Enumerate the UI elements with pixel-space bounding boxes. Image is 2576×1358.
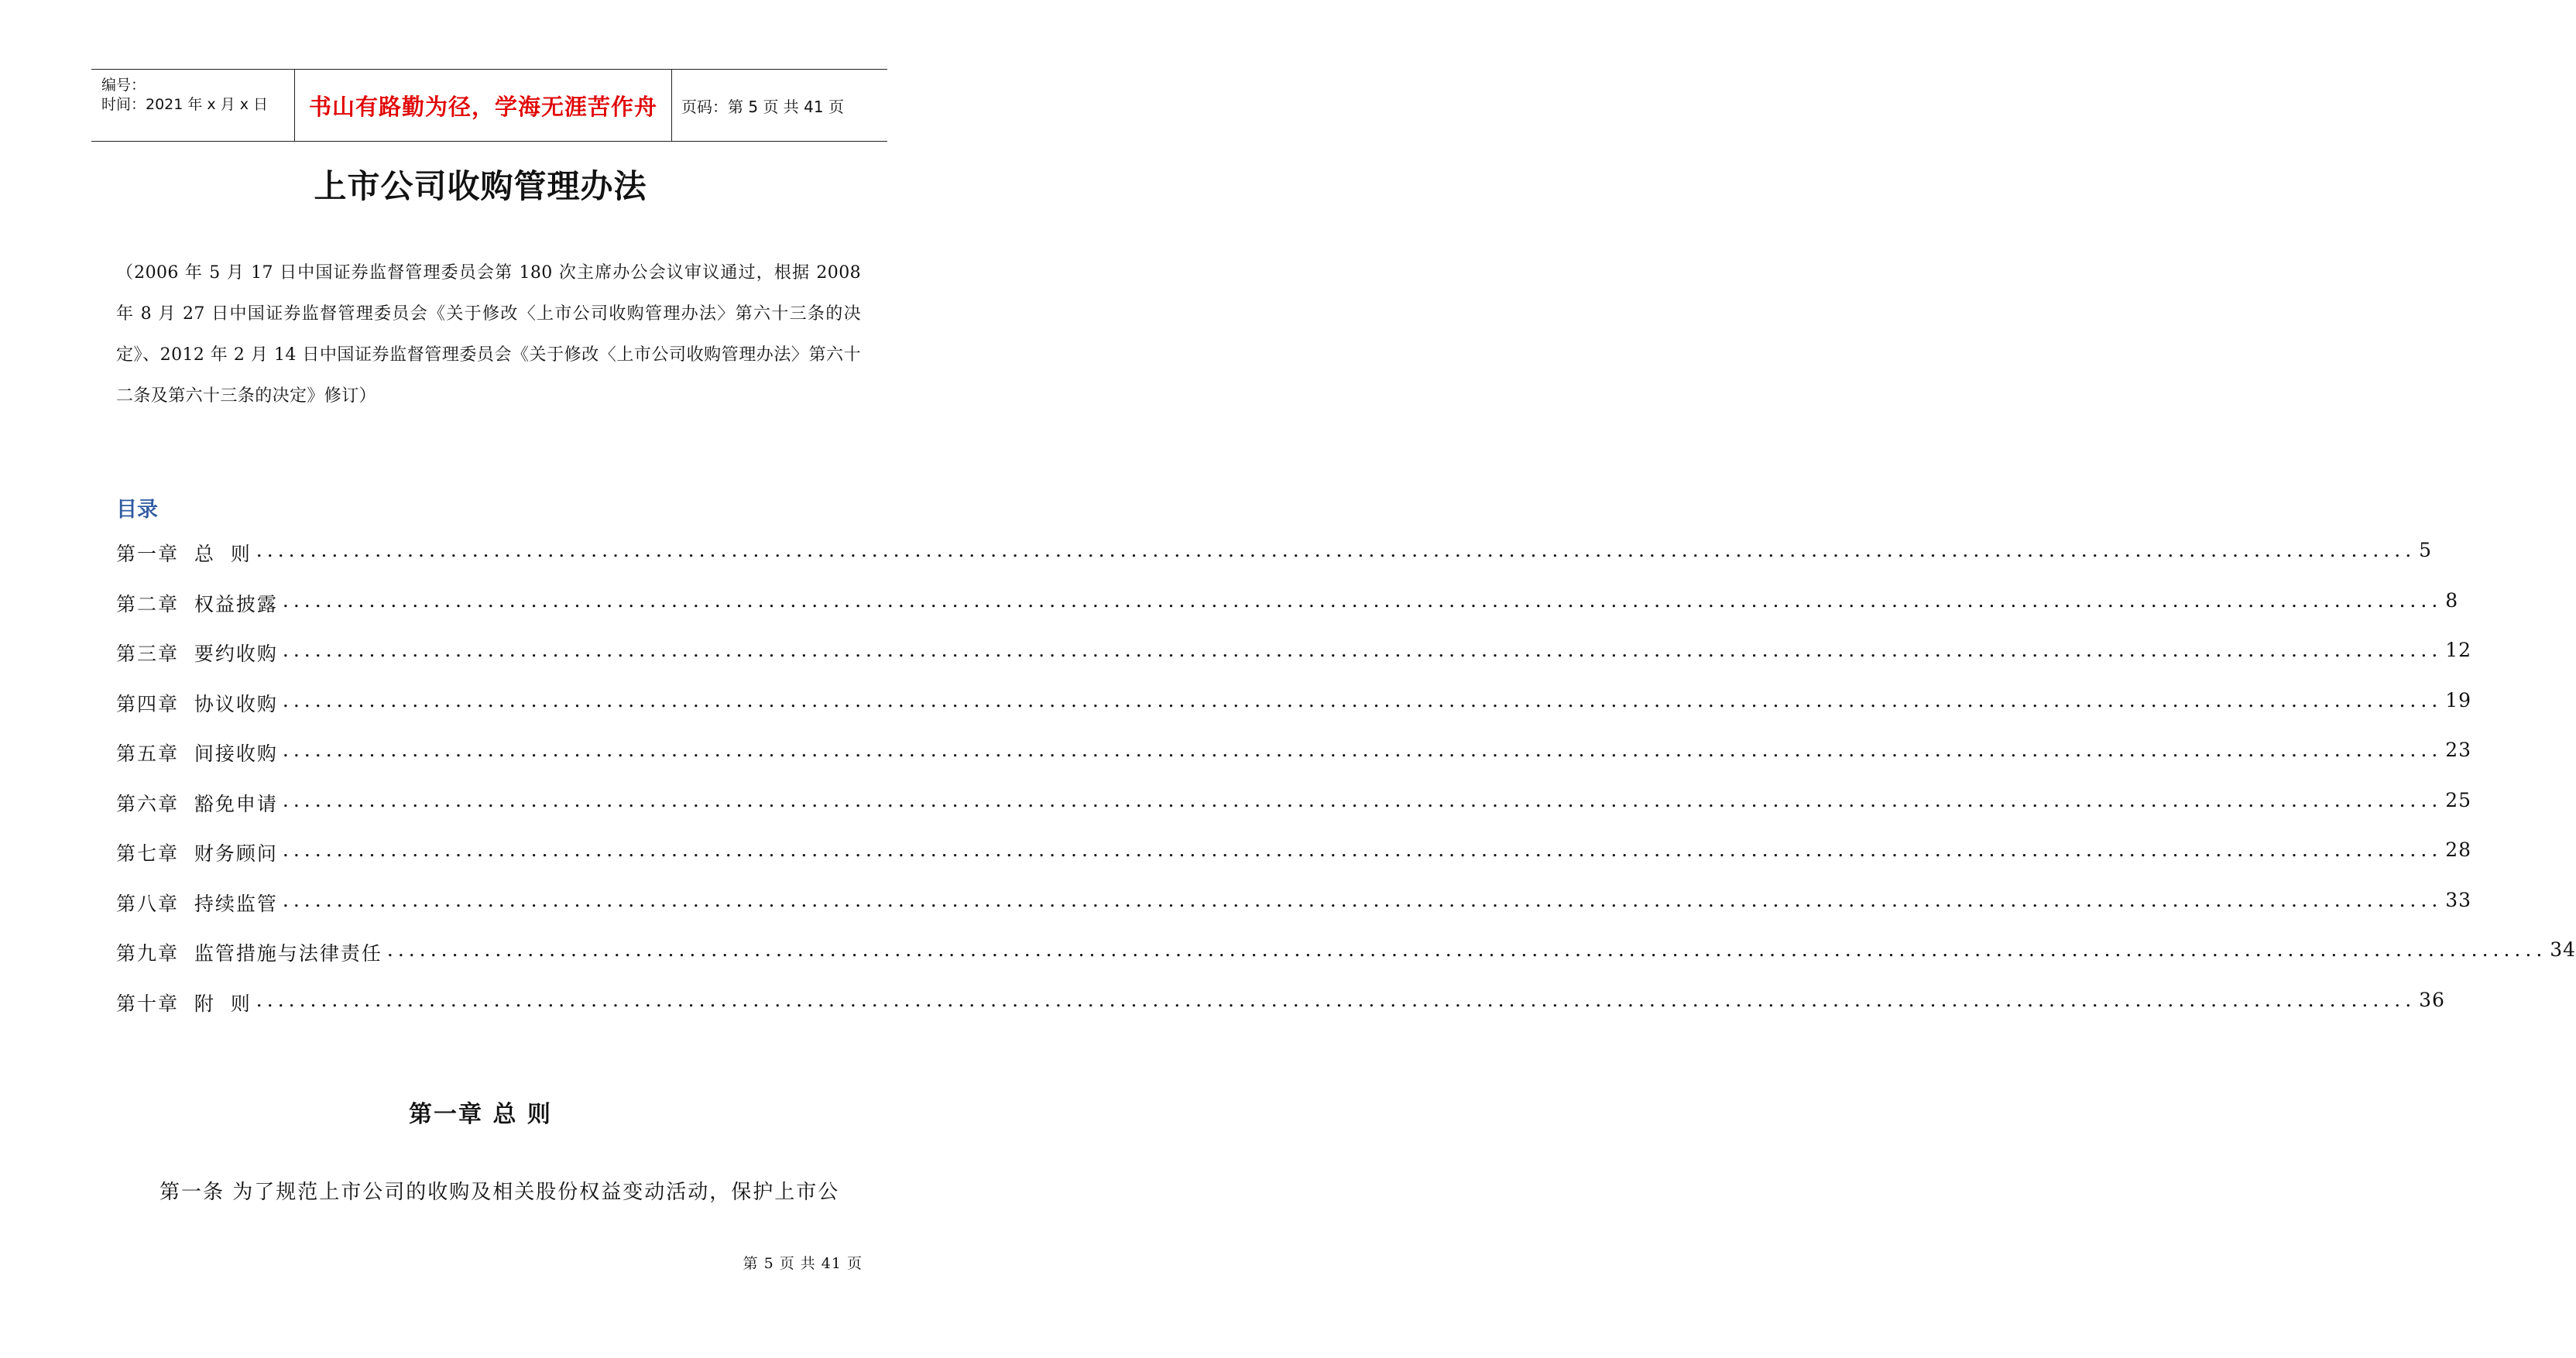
toc-item-page: 8 xyxy=(2442,589,2458,612)
toc-item-label: 第六章 豁免申请 xyxy=(116,789,283,817)
toc-leader-dots: ........................................................................................................................................................................................................ xyxy=(386,938,2547,961)
toc-item[interactable] xyxy=(116,588,2459,640)
toc-item[interactable] xyxy=(116,888,2472,939)
toc-item-label: 第二章 权益披露 xyxy=(116,589,283,617)
toc-item[interactable] xyxy=(116,739,2472,789)
toc-item-page: 36 xyxy=(2416,989,2445,1011)
toc-leader-dots: ........................................................................................................................................................................................................ xyxy=(256,539,2417,561)
table-of-contents xyxy=(116,539,2576,1038)
header-page-cell xyxy=(672,70,887,141)
toc-leader-dots: ........................................................................................................................................................................................................ xyxy=(282,788,2443,811)
number-label: 编号： xyxy=(101,77,146,94)
toc-item-page: 33 xyxy=(2442,889,2471,911)
page-footer: 第 5 页 共 41 页 xyxy=(743,1255,863,1272)
toc-leader-dots: ........................................................................................................................................................................................................ xyxy=(282,838,2443,861)
motto-text: 书山有路勤为径，学海无涯苦作舟 xyxy=(308,93,657,120)
document-title: 上市公司收购管理办法 xyxy=(314,167,647,205)
page-label: 页码：第 5 页 共 41 页 xyxy=(681,97,844,116)
toc-leader-dots: ........................................................................................................................................................................................................ xyxy=(282,639,2443,661)
toc-item[interactable] xyxy=(116,988,2445,1039)
chapter-title: 第一章 总 则 xyxy=(409,1101,552,1128)
toc-item-page: 5 xyxy=(2416,539,2432,561)
toc-leader-dots: ........................................................................................................................................................................................................ xyxy=(282,739,2443,761)
toc-item-label: 第三章 要约收购 xyxy=(116,639,283,667)
toc-item[interactable] xyxy=(116,639,2472,689)
toc-item-label: 第八章 持续监管 xyxy=(116,889,283,917)
toc-item-page: 25 xyxy=(2442,789,2471,811)
toc-leader-dots: ........................................................................................................................................................................................................ xyxy=(282,688,2443,712)
toc-item[interactable] xyxy=(116,688,2472,739)
toc-item-page: 19 xyxy=(2442,689,2471,712)
toc-item-page: 23 xyxy=(2442,739,2471,761)
toc-item[interactable] xyxy=(116,788,2472,839)
time-label: 时间：2021 年 x 月 x 日 xyxy=(101,96,269,113)
toc-item[interactable] xyxy=(116,838,2472,889)
toc-item-label: 第七章 财务顾问 xyxy=(116,838,283,866)
header-left-cell xyxy=(91,70,294,141)
header-motto-cell xyxy=(294,70,672,141)
toc-leader-dots: ........................................................................................................................................................................................................ xyxy=(256,988,2417,1011)
toc-item-label: 第五章 间接收购 xyxy=(116,739,283,766)
toc-item-page: 28 xyxy=(2442,838,2471,861)
toc-item-label: 第四章 协议收购 xyxy=(116,689,283,717)
toc-leader-dots: ........................................................................................................................................................................................................ xyxy=(282,888,2443,911)
toc-item-label: 第九章 监管措施与法律责任 xyxy=(116,938,387,966)
toc-item-label: 第一章 总 则 xyxy=(116,539,256,567)
toc-item-label: 第十章 附 则 xyxy=(116,989,256,1017)
toc-item[interactable] xyxy=(116,539,2433,589)
toc-leader-dots: ........................................................................................................................................................................................................ xyxy=(282,588,2443,612)
toc-heading: 目录 xyxy=(116,498,158,522)
toc-item-page: 34 xyxy=(2547,938,2576,961)
article-paragraph: 第一条 为了规范上市公司的收购及相关股份权益变动活动，保护上市公 xyxy=(159,1181,840,1204)
header-table xyxy=(91,69,887,142)
revision-note: （2006 年 5 月 17 日中国证券监督管理委员会第 180 次主席办公会议审议通过，根据 2008 年 8 月 27 日中国证券监督管理委员会《关于修改〈上市公司收购管理办法〉第六十三条的决定》、2012 年 2 月 14 日中国证券监督管理委员会《关于修改〈上市公司收购管理办法〉第六十二条及第六十三条的决定》修订） xyxy=(116,263,861,406)
toc-item-page: 12 xyxy=(2442,639,2471,661)
toc-item[interactable] xyxy=(116,938,2576,989)
